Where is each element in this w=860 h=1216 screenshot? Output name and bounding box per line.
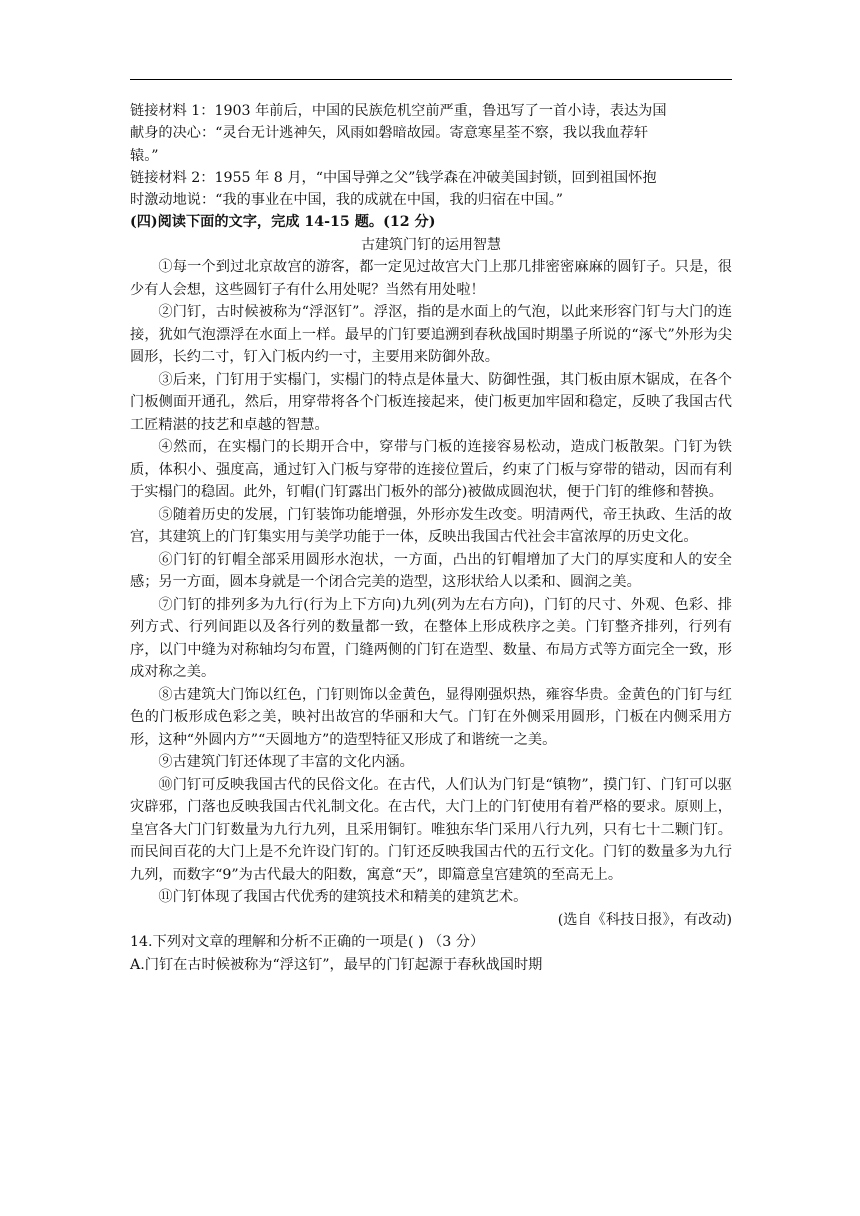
paragraph-3: ③后来，门钉用于实榻门，实榻门的特点是体量大、防御性强，其门板由原木锯成，在各个门板侧面开通孔，然后，用穿带将各个门板连接起来，使门板更加牢固和稳定，反映了我国古代工匠精湛的技艺和卓越的智慧。 [130, 371, 732, 433]
article-body [130, 256, 732, 931]
text-line: 链接材料 1：1903 年前后，中国的民族危机空前严重，鲁迅写了一首小诗，表达为国 [130, 103, 667, 119]
paragraph-1: ①每一个到过北京故宫的游客，都一定见过故宫大门上那几排密密麻麻的圆钉子。只是，很少有人会想，这些圆钉子有什么用处呢？当然有用处啦！ [130, 259, 732, 298]
text-line: 献身的决心：“灵台无计逃神矢，风雨如磐暗故园。寄意寒星荃不察，我以我血荐轩 [130, 125, 649, 142]
link-material-2 [130, 167, 732, 212]
paragraph-11: ⑪门钉体现了我国古代优秀的建筑技术和精美的建筑艺术。 [158, 889, 528, 906]
document-page [130, 100, 732, 976]
paragraph-4: ④然而，在实榻门的长期开合中，穿带与门板的连接容易松动，造成门板散架。门钉为铁质，体积小、强度高，通过钉入门板与穿带的连接位置后，约束了门板与穿带的错动，因而有利于实榻门的稳固。此外，钉帽(门钉露出门板外的部分)被做成圆泡状，便于门钉的维修和替换。 [130, 439, 732, 501]
paragraph-2: ②门钉，古时候被称为“浮沤钉”。浮沤，指的是水面上的气泡，以此来形容门钉与大门的连接，犹如气泡漂浮在水面上一样。最早的门钉要追溯到春秋战国时期墨子所说的“涿弋”外形为尖圆形，长约二寸，钉入门板内约一寸，主要用来防御外敌。 [130, 304, 732, 366]
question-stem: 14.下列对文章的理解和分析不正确的一项是( ) （3 分） [130, 934, 485, 951]
section-heading: (四)阅读下面的文字，完成 14-15 题。(12 分) [130, 214, 436, 231]
paragraph-10: ⑩门钉可反映我国古代的民俗文化。在古代，人们认为门钉是“镇物”，摸门钉、门钉可以驱灾辟邪，门落也反映我国古代礼制文化。在古代，大门上的门钉使用有着严格的要求。原则上，皇宫各大门门钉数量为九行九列，且采用铜钉。唯独东华门采用八行九列，只有七十二颗门钉。而民间百花的大门上是不允许设门钉的。门钉还反映我国古代的五行文化。门钉的数量多为九行九列，而数字“9”为古代最大的阳数，寓意“天”，即篇意皇宫建筑的至高无上。 [130, 776, 732, 883]
paragraph-7: ⑦门钉的排列多为九行(行为上下方向)九列(列为左右方向)，门钉的尺寸、外观、色彩、排列方式、行列间距以及各行列的数量都一致，在整体上形成秩序之美。门钉整齐排列，行列有序，以门中缝为对称轴均匀布置，门缝两侧的门钉在造型、数量、布局方式等方面完全一致，形成对称之美。 [130, 596, 732, 681]
option-a: A.门钉在古时候被称为“浮这钉”，最早的门钉起源于春秋战国时期 [130, 956, 543, 973]
text-line: 辕。” [130, 147, 159, 164]
question-14 [130, 931, 732, 976]
header-rule [130, 79, 732, 80]
paragraph-9: ⑨古建筑门钉还体现了丰富的文化内涵。 [158, 754, 414, 771]
paragraph-8: ⑧古建筑大门饰以红色，门钉则饰以金黄色，显得刚强炽热，雍容华贵。金黄色的门钉与红色的门板形成色彩之美，映衬出故宫的华丽和大气。门钉在外侧采用圆形，门板在内侧采用方形，这种“外圆内方”“天圆地方”的造型特征又形成了和谐统一之美。 [130, 686, 732, 748]
article-source: (选自《科技日报》，有改动) [557, 911, 732, 928]
link-material-1 [130, 100, 732, 167]
text-line: 链接材料 2：1955 年 8 月，“中国导弹之父”钱学森在冲破美国封锁，回到祖国怀抱 [130, 169, 657, 186]
paragraph-6: ⑥门钉的钉帽全部采用圆形水泡状，一方面，凸出的钉帽增加了大门的厚实度和人的安全感；另一方面，圆本身就是一个闭合完美的造型，这形状给人以柔和、圆润之美。 [130, 551, 732, 591]
paragraph-5: ⑤随着历史的发展，门钉装饰功能增强，外形亦发生改变。明清两代，帝王执政、生活的故宫，其建筑上的门钉集实用与美学功能于一体，反映出我国古代社会丰富浓厚的历史文化。 [130, 506, 732, 546]
text-line: 时激动地说：“我的事业在中国，我的成就在中国，我的归宿在中国。” [130, 192, 564, 209]
article-title: 古建筑门钉的运用智慧 [361, 236, 501, 253]
